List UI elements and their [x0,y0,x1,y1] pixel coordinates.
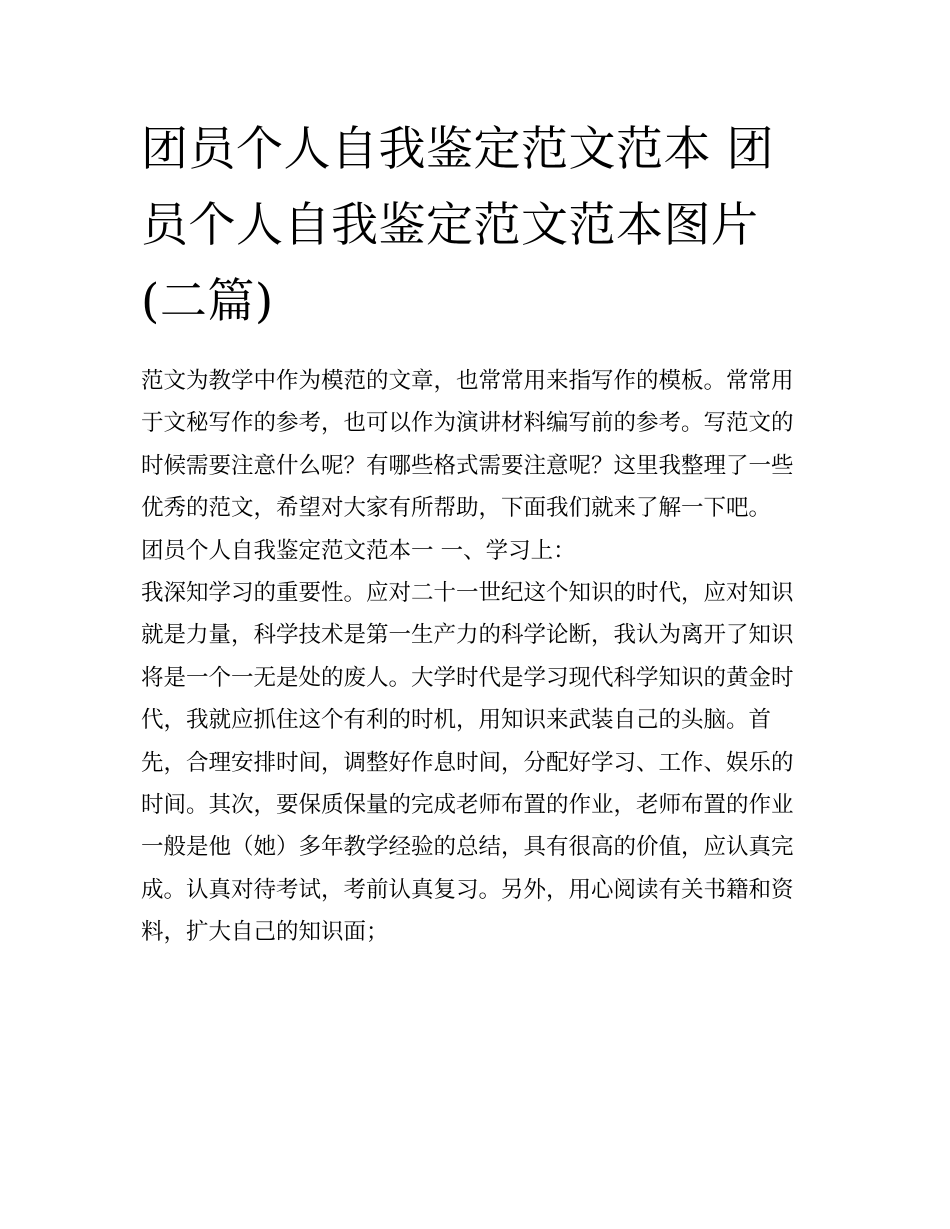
document-page [141,112,813,954]
section-heading: 团员个人自我鉴定范文范本一 一、学习上： [141,537,576,564]
document-body [141,360,813,954]
document-title: 团员个人自我鉴定范文范本 团员个人自我鉴定范文范本图片(二篇) [141,122,774,329]
section-paragraph: 我深知学习的重要性。应对二十一世纪这个知识的时代，应对知识就是力量，科学技术是第一生产力的科学论断，我认为离开了知识将是一个一无是处的废人。大学时代是学习现代科学知识的黄金时代，我就应抓住这个有利的时机，用知识来武装自己的头脑。首先，合理安排时间，调整好作息时间，分配好学习、工作、娱乐的时间。其次，要保质保量的完成老师布置的作业，老师布置的作业一般是他（她）多年教学经验的总结，具有很高的价值，应认真完成。认真对待考试，考前认真复习。另外，用心阅读有关书籍和资料，扩大自己的知识面； [141,580,794,946]
intro-paragraph: 范文为教学中作为模范的文章，也常常用来指写作的模板。常常用于文秘写作的参考，也可以作为演讲材料编写前的参考。写范文的时候需要注意什么呢？有哪些格式需要注意呢？这里我整理了一些优秀的范文，希望对大家有所帮助，下面我们就来了解一下吧。 [141,368,794,522]
